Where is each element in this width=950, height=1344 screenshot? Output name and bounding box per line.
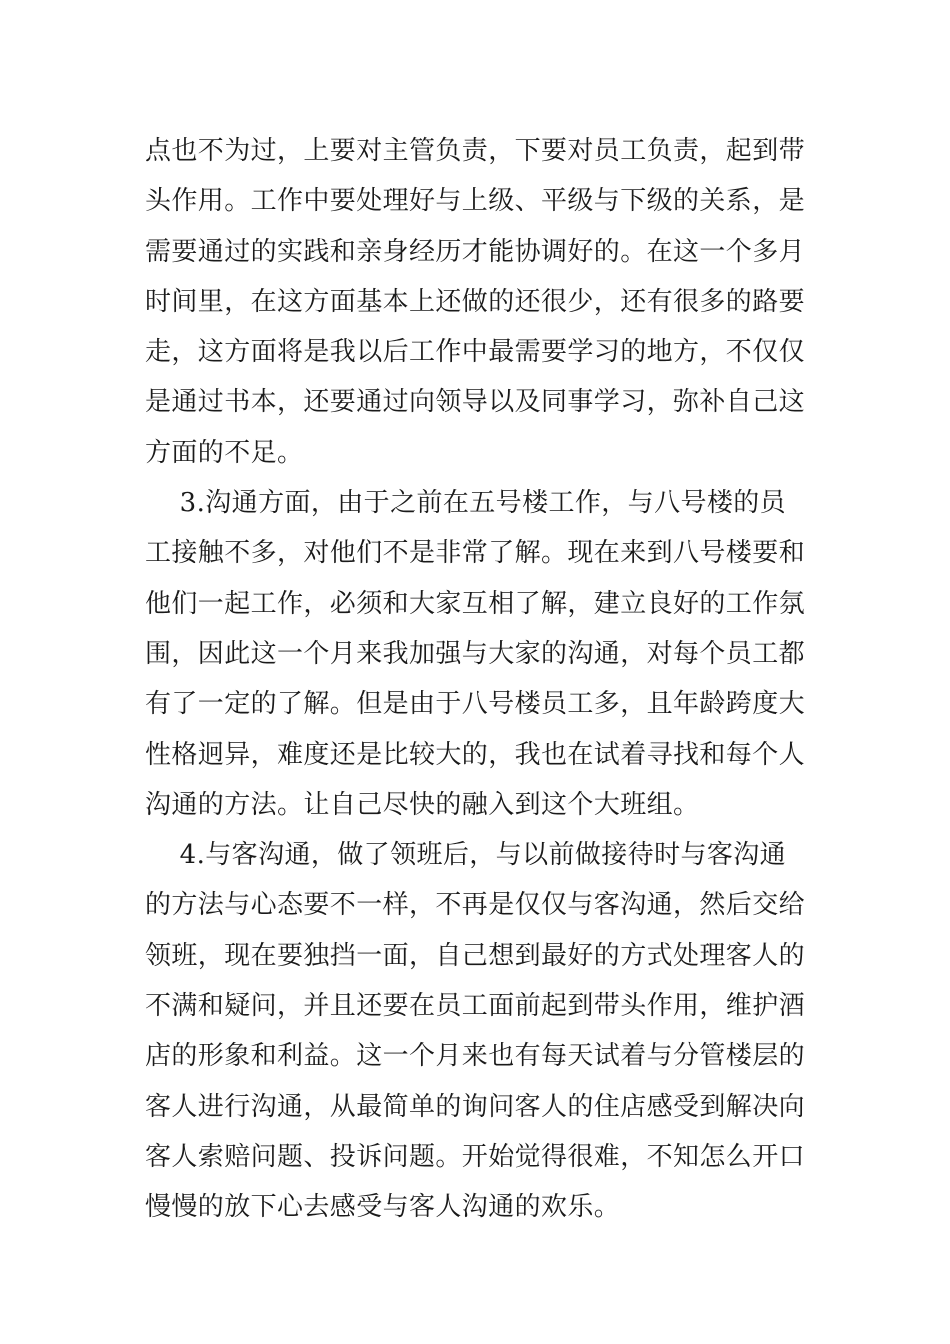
text-line: 需要通过的实践和亲身经历才能协调好的。在这一个多月 bbox=[145, 236, 806, 267]
text-line: 客人进行沟通，从最简单的询问客人的住店感受到解决向 bbox=[145, 1091, 806, 1122]
text-line: 的方法与心态要不一样，不再是仅仅与客沟通，然后交给 bbox=[145, 890, 806, 921]
text-line: 时间里，在这方面基本上还做的还很少，还有很多的路要 bbox=[145, 286, 806, 317]
text-line: 3.沟通方面，由于之前在五号楼工作，与八号楼的员 bbox=[145, 488, 787, 519]
text-line: 有了一定的了解。但是由于八号楼员工多，且年龄跨度大 bbox=[145, 689, 806, 720]
text-line: 方面的不足。 bbox=[145, 437, 304, 468]
text-line: 慢慢的放下心去感受与客人沟通的欢乐。 bbox=[145, 1192, 621, 1223]
text-line: 走，这方面将是我以后工作中最需要学习的地方，不仅仅 bbox=[145, 337, 806, 368]
text-line: 头作用。工作中要处理好与上级、平级与下级的关系，是 bbox=[145, 186, 806, 217]
text-line: 性格迥异，难度还是比较大的，我也在试着寻找和每个人 bbox=[145, 739, 806, 770]
text-line: 他们一起工作，必须和大家互相了解，建立良好的工作氛 bbox=[145, 588, 806, 619]
text-line: 是通过书本，还要通过向领导以及同事学习，弥补自己这 bbox=[145, 387, 806, 418]
text-line: 领班，现在要独挡一面，自己想到最好的方式处理客人的 bbox=[145, 940, 806, 971]
text-line: 点也不为过，上要对主管负责，下要对员工负责，起到带 bbox=[145, 136, 806, 166]
text-line: 客人索赔问题、投诉问题。开始觉得很难，不知怎么开口 bbox=[145, 1141, 806, 1172]
text-line: 4.与客沟通，做了领班后，与以前做接待时与客沟通 bbox=[145, 840, 787, 871]
text-line: 不满和疑问，并且还要在员工面前起到带头作用，维护酒 bbox=[145, 991, 806, 1022]
text-line: 工接触不多，对他们不是非常了解。现在来到八号楼要和 bbox=[145, 538, 806, 569]
text-line: 店的形象和利益。这一个月来也有每天试着与分管楼层的 bbox=[145, 1041, 806, 1072]
text-line: 围，因此这一个月来我加强与大家的沟通，对每个员工都 bbox=[145, 638, 806, 669]
document-body bbox=[145, 126, 810, 1233]
text-line: 沟通的方法。让自己尽快的融入到这个大班组。 bbox=[145, 789, 700, 820]
